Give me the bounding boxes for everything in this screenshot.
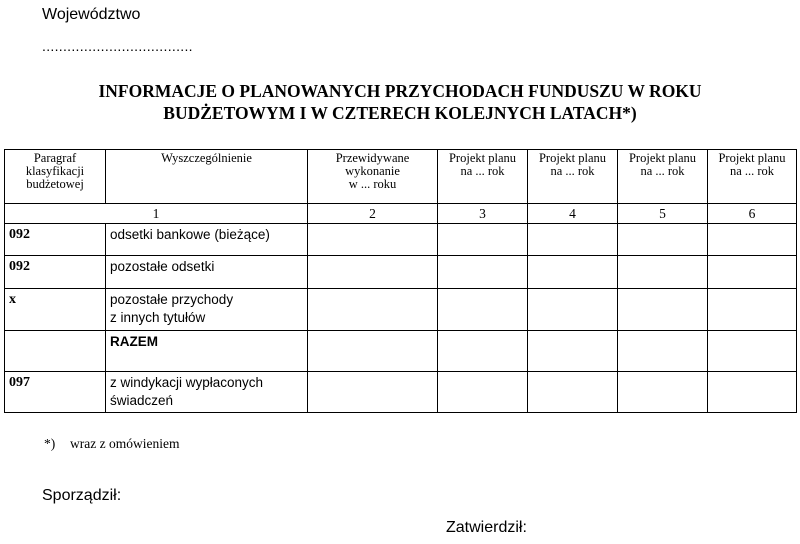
value-cell[interactable] [708, 331, 797, 372]
footnote-text: wraz z omówieniem [70, 436, 180, 451]
column-number: 2 [308, 204, 438, 224]
value-cell[interactable] [618, 256, 708, 289]
column-number: 4 [528, 204, 618, 224]
column-number: 5 [618, 204, 708, 224]
header-plan-year-3: Projekt planu na ... rok [618, 150, 708, 204]
value-cell[interactable] [528, 331, 618, 372]
document-title-line-2: BUDŻETOWYM I W CZTERECH KOLEJNYCH LATACH*) [163, 103, 637, 123]
row-description-total: RAZEM [106, 331, 308, 372]
value-cell[interactable] [618, 372, 708, 413]
value-cell[interactable] [528, 289, 618, 331]
table-row-total [5, 331, 797, 372]
table-row [5, 224, 797, 256]
value-cell[interactable] [708, 256, 797, 289]
approved-by-label: Zatwierdził: [446, 519, 527, 536]
header-expected-execution: Przewidywane wykonanie w ... roku [308, 150, 438, 204]
row-code [5, 331, 106, 372]
table-header-row [5, 150, 797, 204]
value-cell[interactable] [708, 289, 797, 331]
header-plan-year-1: Projekt planu na ... rok [438, 150, 528, 204]
document-title-line-1: INFORMACJE O PLANOWANYCH PRZYCHODACH FUNDUSZU W ROKU [98, 81, 702, 101]
header-plan-year-4: Projekt planu na ... rok [708, 150, 797, 204]
row-code: 092 [5, 224, 106, 256]
row-description: pozostałe przychody z innych tytułów [106, 289, 308, 331]
table-row [5, 289, 797, 331]
column-number-row [5, 204, 797, 224]
value-cell[interactable] [438, 331, 528, 372]
column-number: 1 [5, 204, 308, 224]
value-cell[interactable] [528, 372, 618, 413]
value-cell[interactable] [308, 256, 438, 289]
row-code: x [5, 289, 106, 331]
table-row [5, 256, 797, 289]
value-cell[interactable] [708, 224, 797, 256]
column-number: 3 [438, 204, 528, 224]
value-cell[interactable] [308, 224, 438, 256]
value-cell[interactable] [528, 256, 618, 289]
footnote [44, 436, 179, 452]
document-title [0, 80, 800, 124]
header-paragraph: Paragraf klasyfikacji budżetowej [5, 150, 106, 204]
value-cell[interactable] [618, 331, 708, 372]
value-cell[interactable] [438, 372, 528, 413]
value-cell[interactable] [438, 224, 528, 256]
footnote-mark: *) [44, 436, 56, 451]
revenue-plan-table [4, 149, 797, 413]
voivodeship-label: Województwo [42, 6, 141, 23]
value-cell[interactable] [308, 372, 438, 413]
row-description: z windykacji wypłaconych świadczeń [106, 372, 308, 413]
value-cell[interactable] [618, 224, 708, 256]
value-cell[interactable] [528, 224, 618, 256]
value-cell[interactable] [618, 289, 708, 331]
value-cell[interactable] [308, 289, 438, 331]
header-plan-year-2: Projekt planu na ... rok [528, 150, 618, 204]
row-code: 097 [5, 372, 106, 413]
value-cell[interactable] [708, 372, 797, 413]
row-code: 092 [5, 256, 106, 289]
header-description: Wyszczególnienie [106, 150, 308, 204]
table-row [5, 372, 797, 413]
value-cell[interactable] [438, 289, 528, 331]
row-description: odsetki bankowe (bieżące) [106, 224, 308, 256]
value-cell[interactable] [438, 256, 528, 289]
column-number: 6 [708, 204, 797, 224]
value-cell[interactable] [308, 331, 438, 372]
voivodeship-fill-line: .................................... [42, 38, 193, 54]
prepared-by-label: Sporządził: [42, 487, 122, 504]
row-description: pozostałe odsetki [106, 256, 308, 289]
